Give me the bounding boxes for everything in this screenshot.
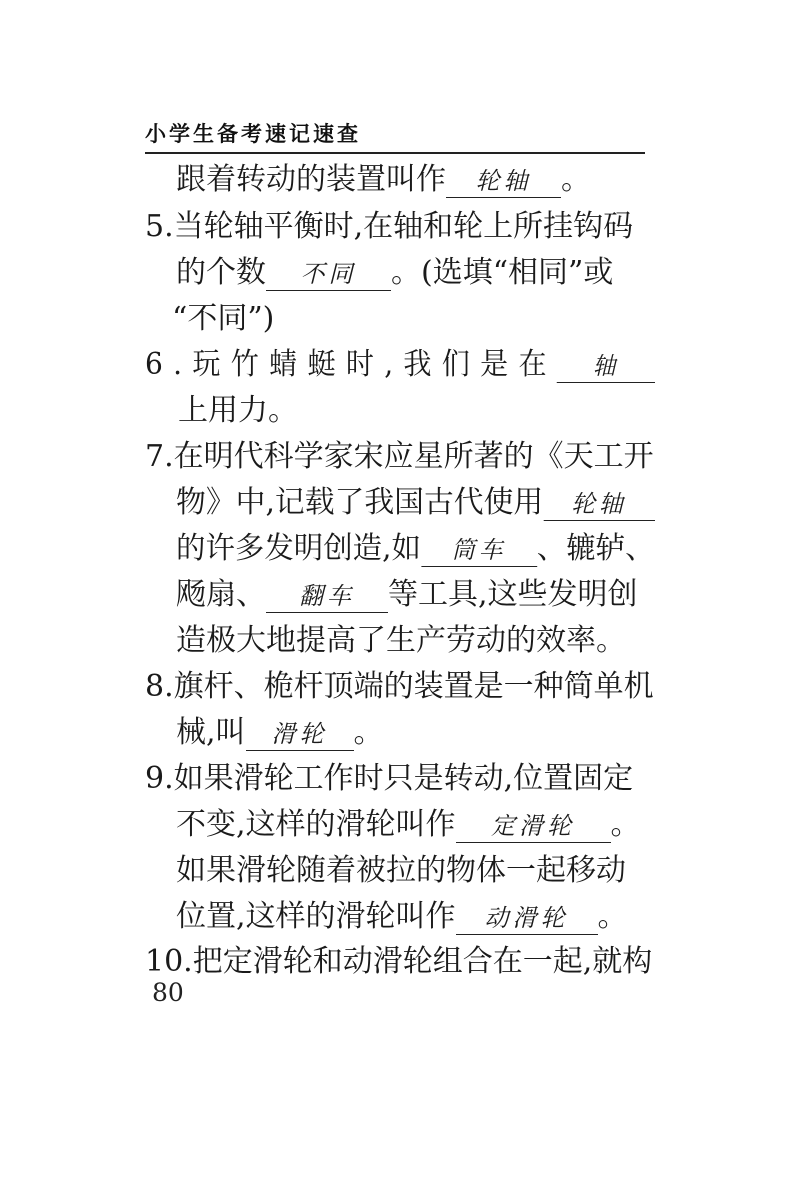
line-text-end: 等工具,这些发明创 [388,577,638,612]
header-divider [145,152,645,154]
question-7-text: 7.在明代科学家宋应星所著的《天工开 [145,439,654,474]
question-9-text: 9.如果滑轮工作时只是转动,位置固定 [145,761,634,796]
line-text: 飏扇、 [176,577,266,612]
line-text: 物》中,记载了我国古代使用 [176,485,544,520]
text-line-18 [145,944,653,979]
line-text: “不同”) [172,301,275,336]
text-line-6 [178,393,298,428]
text-line-7 [145,439,654,474]
line-text-end: 、辘轳、 [536,531,655,566]
answer-blank: 滑轮 [246,722,354,751]
line-text-end: 。 [610,807,641,842]
answer-blank: 动滑轮 [456,906,598,935]
line-text-end: 。 [597,899,628,934]
line-text-end: 。 [561,162,591,197]
text-line-17 [176,899,628,935]
answer-blank: 翻车 [266,584,388,613]
answer-blank: 轮轴 [446,169,561,198]
answer-blank: 定滑轮 [456,814,611,843]
question-10-text: 10.把定滑轮和动滑轮组合在一起,就构 [145,944,653,979]
text-line-4 [172,301,275,336]
text-line-11 [176,623,626,658]
line-text: 如果滑轮随着被拉的物体一起移动 [176,853,626,888]
line-text: 造极大地提高了生产劳动的效率。 [176,623,626,658]
line-text: 跟着转动的装置叫作 [176,162,446,197]
question-6-text: 6.玩竹蜻蜓时,我们是在 [145,347,557,382]
text-line-13 [176,715,384,751]
text-line-1 [176,162,591,198]
answer-blank: 轴 [557,354,655,383]
text-line-12 [145,669,654,704]
line-text: 上用力。 [178,393,298,428]
line-text-end: 。(选填“相同”或 [391,255,614,290]
text-line-5 [145,347,655,383]
question-5-text: 5.当轮轴平衡时,在轴和轮上所挂钩码 [145,209,634,244]
answer-blank: 筒车 [421,538,537,567]
text-line-10 [176,577,638,613]
text-line-9 [176,531,655,567]
answer-blank: 不同 [266,262,391,291]
line-text: 械,叫 [176,715,246,750]
text-line-2 [145,209,634,244]
line-text: 位置,这样的滑轮叫作 [176,899,456,934]
running-header: 小学生备考速记速查 [145,122,361,146]
text-line-16 [176,853,626,888]
page-number: 80 [152,978,184,1007]
text-line-14 [145,761,634,796]
text-line-15 [176,807,641,843]
line-text: 的个数 [176,255,266,290]
question-8-text: 8.旗杆、桅杆顶端的装置是一种简单机 [145,669,654,704]
text-line-3 [176,255,614,291]
line-text-end: 。 [353,715,384,750]
answer-blank: 轮轴 [543,492,654,521]
text-line-8 [176,485,655,521]
line-text: 的许多发明创造,如 [176,531,421,566]
line-text: 不变,这样的滑轮叫作 [176,807,456,842]
